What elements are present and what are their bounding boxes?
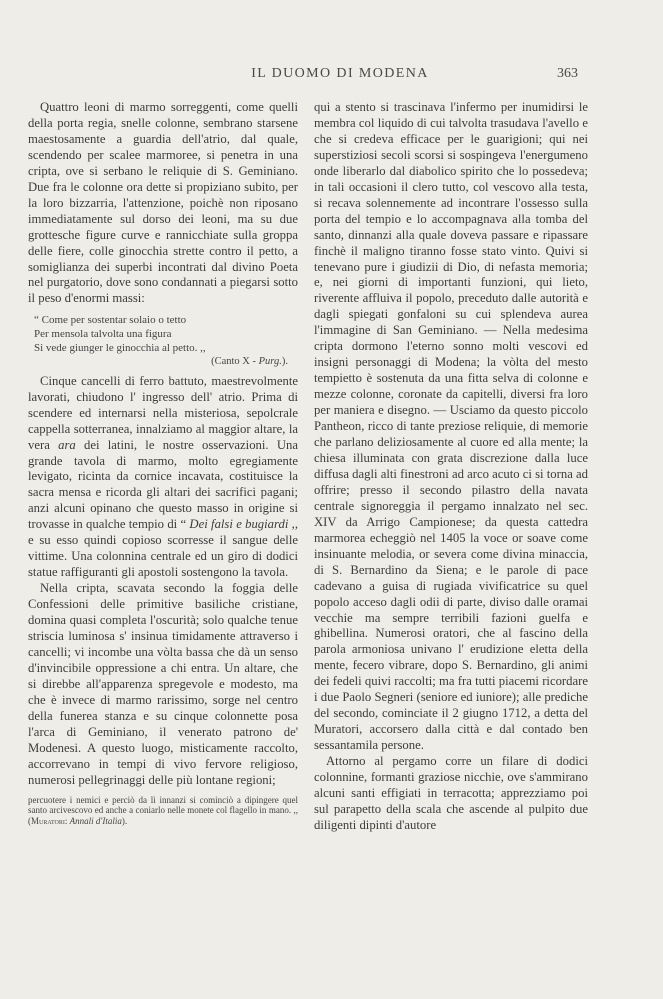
running-head: [0, 66, 663, 86]
altar-italic-dei: Dei falsi e bugiardi: [189, 517, 289, 532]
quote-source-suffix: ).: [281, 356, 288, 368]
running-title: IL DUOMO DI MODENA: [251, 66, 429, 81]
altar-text-c: ,, e su esso quindi copioso scorresse il sangue delle vittime. Una colonnina centrale ed un giro di dodici statue raffiguranti gli apostoli sostengono la tavola.: [28, 517, 298, 580]
paragraph-pulpit: Attorno al pergamo corre un filare di dodici colonnine, formanti graziose nicchie, ove s'ammirano alcuni santi effigiati in terracotta; apprezziamo poi sul parapetto della scala che ascende al pulpito due diligenti dipinti d'autore: [314, 754, 588, 832]
footnote-author: Muratori: [31, 815, 65, 826]
paragraph-crypt: Nella cripta, scavata secondo la foggia delle Confessioni delle primitive basiliche cristiane, domina quasi completa l'oscurità; solo qualche tenue striscia luminosa s' insinua timidamente attraverso i cancelli; vi incombe una vòlta bassa che dà un senso d'invincibile oppressione a chi entra. Un altare, che si direbbe all'apparenza spregevole e modesto, ma che è invece di marmo rarissimo, sorge nel centro della funerea stanza e su cinque colonnette posa l'arca di Geminiano, il venerato patrono de' Modenesi. A questo luogo, misticamente raccolto, accorrevano in tempi di vivo fervore religioso, numerosi pellegrinaggi delle più lontane regioni;: [28, 581, 298, 787]
altar-italic-ara: ara: [58, 437, 76, 452]
paragraph-lions: Quattro leoni di marmo sorreggenti, come quelli della porta regia, snelle colonne, sembrano starsene maestosamente a guardia dell'atrio, dal quale, scendendo per scalee marmoree, si penetra in una cripta, ove si serbano le reliquie di S. Geminiano. Due fra le colonne ora dette si propiziano subito, per la loro bizzarria, l'attenzione, poichè non riposano immediatamente sul dorso dei leoni, ma su due grottesche figure curve e rannicchiate sulla groppa delle fiere, colle ginocchia strette contro il petto, a somiglianza dei superbi incontrati dal divino Poeta nel purgatorio, dove sono condannati a piegarsi sotto il peso d'enormi massi:: [28, 100, 298, 306]
quote-line-2: Per mensola talvolta una figura: [34, 327, 172, 340]
left-column: [28, 100, 298, 826]
altar-text-b: dei latini, le nostre osservazioni. Una grande tavola di marmo, molto egregiamente levigato, ricinta da cornice incavata, costituisce la sacra mensa e ricorda gli altari dei sacrifici pagani; anzi alcuni opinano che questo masso in origine si trovasse in qualche tempio di “: [28, 437, 298, 532]
footnote-colon: :: [64, 815, 70, 826]
altar-text-a: Cinque cancelli di ferro battuto, maestrevolmente lavorati, chiudono l' ingresso dell' atrio. Prima di scendere ed internarsi nella misteriosa, sepolcrale cappella sotterranea, innalziamo al maggior altare, la vera: [28, 373, 298, 452]
quote-source: [34, 355, 298, 369]
footnote-work: Annali d'Italia: [69, 815, 122, 826]
footnote: [28, 795, 298, 827]
right-column: [314, 100, 588, 834]
quote-source-work: Purg.: [258, 356, 282, 368]
quote-source-prefix: (Canto X -: [211, 356, 259, 368]
dante-quotation: [28, 314, 298, 368]
page-number: 363: [557, 66, 578, 81]
footnote-end: ).: [121, 815, 128, 826]
quote-line-1: “ Come per sostentar solaio o tetto: [34, 314, 187, 327]
paragraph-pilgrims: qui a stento si trascinava l'infermo per inumidirsi le membra col liquido di cui talvolta trasudava l'avello e che si credeva efficace per le guarigioni; qui nei superstiziosi secoli scorsi si sospingeva l'energumeno onde liberarlo dal diabolico spirito che lo possedeva; in tali occasioni il clero tutto, col vescovo alla testa, si recava solennemente ad incontrare l'ossesso sulla porta del tempio e lo accompagnava alla tomba del santo, dinnanzi alla quale doveva passare e ripassare finchè il maligno tiranno fosse stato vinto. Quivi si tenevano pure i giudizii di Dio, di nefasta memoria; e, nei giorni di importanti funzioni, qui lieto, riverente affluiva il popolo, preceduto dalle autorità e dagli spiegati gonfaloni su cui splendeva aurea l'immagine di San Geminiano. — Nella medesima cripta dormono l'eterno sonno molti vescovi ed insigni personaggi di Modena; la vòlta del mesto tempietto è sostenuta da una fitta selva di colonne e mezze colonne, coronate da capitelli, diversi fra loro per maniera e disegno. — Usciamo da questo piccolo Pantheon, ricco di tante preziose reliquie, di memorie che parlano deliziosamente al cuore ed alla mente; la chiesa illuminata con grata discrezione dalla luce diffusa dagli alti finestroni ad arco acuto ci si torna ad offrire; presso il secondo pilastro della navata centrale signoreggia il pergamo innalzato nel sec. XIV da Arrigo Campionese; da questa cattedra marmorea echeggiò nel 1405 la voce or soave come insinuante melodia, or severa come divina minaccia, di S. Bernardino da Siena; e le parole di pace cadevano a guisa di rugiada vivificatrice su quel popolo acceso dagli odii di parte, diviso dalle oramai vecchie ma sempre terribili fazioni guelfa e ghibellina. Numerosi oratori, che al fascino della parola armoniosa univano l' erudizione eletta della mente, fecero vibrare, dopo S. Bernardino, gli animi dei fedeli quivi raccolti; ma fra tutti piacemi ricordare i due Paolo Segneri (seniore ed iuniore); alle prediche del secondo, cominciate il 2 giugno 1712, a detta del Muratori, accorsero dalla città e dal contado ben sessantamila persone.: [314, 100, 588, 753]
footnote-text: percuotere i nemici e perciò da lì innanzi si cominciò a dipingere quel santo arcivescovo ed anche a coniarlo nelle monete col flagello in mano. ,, (: [28, 794, 298, 826]
paragraph-altar: [28, 374, 298, 581]
quote-line-3: Si vede giunger le ginocchia al petto. ,,: [34, 341, 206, 354]
